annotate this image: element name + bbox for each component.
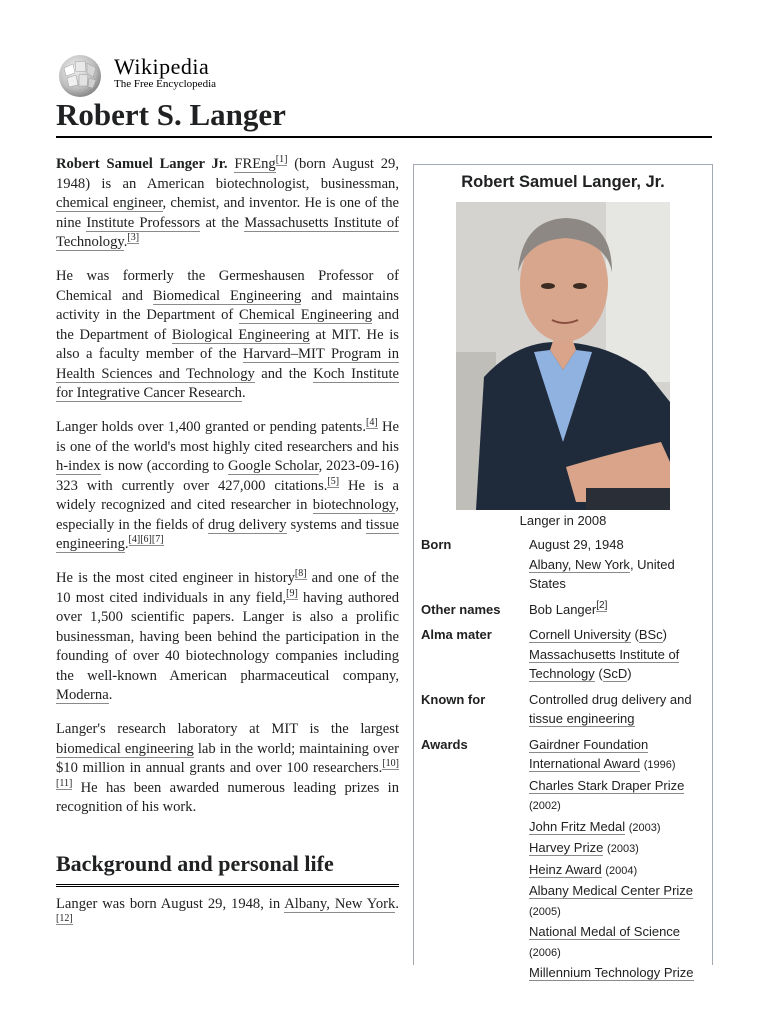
text: . xyxy=(395,895,399,912)
text: . xyxy=(108,687,113,703)
label-known-for: Known for xyxy=(421,691,486,707)
award-year: (2003) xyxy=(628,821,661,834)
text: , especially in the fields of xyxy=(56,497,399,533)
alma-item: Cornell University (BSc) xyxy=(529,627,668,642)
ref-link[interactable]: [10][11] xyxy=(56,758,399,789)
link-freng[interactable]: FREng xyxy=(234,156,276,172)
value-other-names xyxy=(529,600,712,620)
link-award[interactable]: Albany Medical Center Prize xyxy=(529,883,694,898)
link-award[interactable]: Heinz Award xyxy=(529,861,602,877)
award-year: (2004) xyxy=(605,864,638,877)
text: , United States xyxy=(529,556,675,591)
text: . xyxy=(123,234,128,250)
award-year: (1996) xyxy=(643,759,676,771)
paragraph-4 xyxy=(56,569,399,706)
link-award[interactable]: Charles Stark Draper Prize xyxy=(529,777,685,793)
text: He is the most cited engineer in history xyxy=(56,570,295,586)
label-alma-mater: Alma mater xyxy=(421,627,492,642)
ref-link[interactable]: [4] xyxy=(365,417,378,429)
link-award[interactable]: Millennium Technology Prize xyxy=(529,965,694,980)
paragraph-background xyxy=(56,895,399,934)
text: lab in the world; maintaining over $10 million in annual grants and over 100 researchers. xyxy=(56,740,399,776)
infobox-row-known-for xyxy=(414,690,712,729)
paragraph-3 xyxy=(56,418,399,555)
link-albany[interactable]: Albany, New York xyxy=(284,895,396,912)
award-item xyxy=(529,922,706,963)
text: He is a widely recognized and cited researcher in xyxy=(56,477,399,513)
link-born-place[interactable]: Albany, New York xyxy=(529,556,630,572)
text: , chemist, and inventor. He is one of the nine xyxy=(56,195,400,231)
text: and maintains activity in the Department of xyxy=(56,287,399,323)
award-year: (2006) xyxy=(529,946,561,959)
link-chemical-engineer[interactable]: chemical engineer xyxy=(56,195,163,211)
text: is now (according to xyxy=(100,458,228,474)
text: . xyxy=(124,536,129,552)
value-alma-mater xyxy=(529,625,712,684)
subject-name: Robert Samuel Langer Jr. xyxy=(56,156,228,172)
link-award[interactable]: National Medal of Science xyxy=(529,924,681,939)
text: (born August 29, 1948) is an American biotechnologist, businessman, xyxy=(56,156,399,192)
link-award[interactable]: Harvey Prize xyxy=(529,840,604,855)
ref-link[interactable]: [5] xyxy=(327,475,340,487)
infobox-row-awards xyxy=(414,735,712,985)
link-biomedical-engineering-2[interactable]: biomedical engineering xyxy=(56,740,194,757)
ref-link[interactable]: [4][6][7] xyxy=(128,534,164,546)
link-mit[interactable]: Massachusetts Institute of Technology xyxy=(56,214,399,250)
link-h-index[interactable]: h-index xyxy=(56,458,101,474)
text: at the xyxy=(200,214,245,231)
award-item xyxy=(529,838,706,860)
link-school[interactable]: Massachusetts Institute of Technology xyxy=(529,646,680,681)
text: having authored over 1,500 scientific papers. Langer is also a prolific businessman, having been behind the participation in the founding of over 40 biotechnology companies including the well-known American pharmaceutical company, xyxy=(56,589,400,684)
photo-caption: Langer in 2008 xyxy=(519,513,607,528)
link-tissue-engineering-ib[interactable]: tissue engineering xyxy=(529,711,635,726)
award-item xyxy=(529,860,706,882)
text: He has been awarded numerous leading prizes in recognition of his work. xyxy=(56,779,399,815)
text: Langer was born August 29, 1948, in xyxy=(56,895,285,912)
infobox xyxy=(413,164,713,980)
link-drug-delivery[interactable]: drug delivery xyxy=(207,516,287,533)
wikipedia-globe-logo[interactable] xyxy=(56,54,104,98)
ref-link[interactable]: [1] xyxy=(275,154,288,166)
section-heading: Background and personal life xyxy=(56,850,399,887)
link-moderna[interactable]: Moderna xyxy=(56,687,109,703)
value-known-for xyxy=(529,690,712,729)
site-header xyxy=(56,54,216,98)
text: Bob Langer xyxy=(529,601,597,617)
wordmark[interactable] xyxy=(114,56,216,91)
link-degree[interactable]: BSc xyxy=(638,627,663,642)
born-place xyxy=(529,555,706,594)
link-award[interactable]: John Fritz Medal xyxy=(529,818,626,834)
award-item xyxy=(529,963,706,985)
site-tagline: The Free Encyclopedia xyxy=(114,78,217,90)
link-biological-engineering[interactable]: Biological Engineering xyxy=(171,326,310,343)
link-google-scholar[interactable]: Google Scholar xyxy=(227,458,319,474)
award-item xyxy=(529,881,706,922)
link-tissue-engineering[interactable]: tissue engineering xyxy=(56,516,399,552)
infobox-row-alma-mater xyxy=(414,625,712,684)
link-degree[interactable]: ScD xyxy=(602,666,628,681)
text: , 2023-09-16) 323 with currently over 427,000 citations. xyxy=(56,458,399,494)
link-biomedical-engineering[interactable]: Biomedical Engineering xyxy=(152,287,302,304)
award-item xyxy=(529,735,706,776)
infobox-row-born xyxy=(414,535,712,594)
title-divider xyxy=(56,136,712,138)
ref-link[interactable]: [2] xyxy=(596,600,608,612)
portrait-photo[interactable] xyxy=(456,202,670,510)
text: Langer's research laboratory at MIT is the largest xyxy=(56,721,399,737)
text: He was formerly the Germeshausen Professor of Chemical and xyxy=(56,268,399,304)
paragraph-5 xyxy=(56,720,399,818)
text: and one of the 10 most cited individuals in any field, xyxy=(56,570,399,606)
text: and the Department of xyxy=(56,307,399,343)
award-year: (2003) xyxy=(607,843,639,855)
infobox-row-other-names xyxy=(414,600,712,620)
text: Langer holds over 1,400 granted or pending patents. xyxy=(56,419,366,435)
paragraph-lead xyxy=(56,155,399,253)
value-born xyxy=(529,535,712,594)
infobox-title: Robert Samuel Langer, Jr. xyxy=(461,173,665,191)
page-title: Robert S. Langer xyxy=(56,97,286,132)
award-item xyxy=(529,776,706,817)
text: Controlled drug delivery and xyxy=(529,691,692,707)
site-name: Wikipedia xyxy=(114,54,210,79)
link-award[interactable]: Gairdner Foundation International Award xyxy=(529,736,649,771)
born-date: August 29, 1948 xyxy=(529,537,624,552)
value-awards xyxy=(529,735,712,985)
label-awards: Awards xyxy=(421,736,468,752)
article-body xyxy=(56,155,399,948)
award-year: (2002) xyxy=(529,800,561,812)
ref-link[interactable]: [9] xyxy=(286,587,298,599)
paragraph-2 xyxy=(56,267,399,404)
text: and the xyxy=(254,365,314,382)
text: He is one of the world's most highly cited researchers and his xyxy=(56,419,400,455)
ref-link[interactable]: [8] xyxy=(294,568,307,580)
ref-link[interactable]: [3] xyxy=(127,232,140,244)
award-year: (2005) xyxy=(529,905,561,918)
alma-item: Massachusetts Institute of Technology (ScD) xyxy=(529,646,680,681)
label-other-names: Other names xyxy=(421,601,501,617)
text: . xyxy=(241,385,246,401)
text: systems and xyxy=(286,516,366,533)
label-born: Born xyxy=(421,537,452,552)
link-school[interactable]: Cornell University xyxy=(529,627,631,642)
link-chemical-engineering[interactable]: Chemical Engineering xyxy=(239,307,373,323)
award-item xyxy=(529,817,706,839)
link-biotechnology[interactable]: biotechnology xyxy=(312,497,396,513)
text: at MIT. He is also a faculty member of the xyxy=(56,326,399,362)
link-harvard-mit-hst[interactable]: Harvard–MIT Program in Health Sciences and Technology xyxy=(56,346,399,382)
link-koch-institute[interactable]: Koch Institute for Integrative Cancer Research xyxy=(56,365,399,401)
link-institute-professors[interactable]: Institute Professors xyxy=(86,214,201,231)
ref-link[interactable]: [12] xyxy=(56,913,73,925)
